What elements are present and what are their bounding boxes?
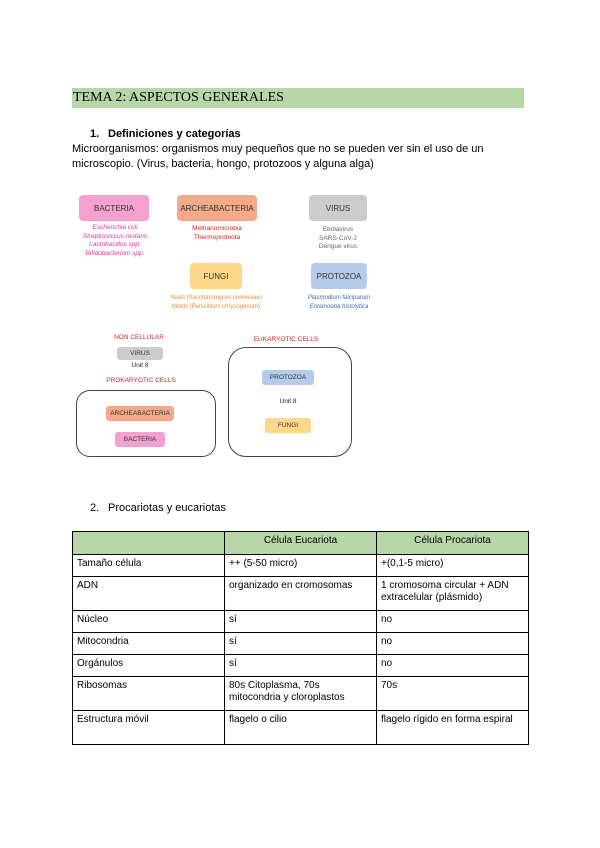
virus-example: Dengue virus xyxy=(318,243,358,250)
comparison-table xyxy=(72,531,529,745)
table-cell: no xyxy=(377,633,529,655)
section-1-number: 1. xyxy=(90,128,100,140)
bacteria-examples xyxy=(70,224,160,258)
virus-example: Ebolavirus xyxy=(322,226,354,233)
table-cell: Tamaño célula xyxy=(73,555,225,577)
table-row xyxy=(73,555,529,577)
table-cell: ADN xyxy=(73,577,225,611)
section-1-heading-text: Definiciones y categorías xyxy=(108,128,241,140)
table-header-cell: Célula Procariota xyxy=(377,532,529,555)
table-row xyxy=(73,711,529,745)
table-cell: sí xyxy=(225,611,377,633)
protozoa-example: Entamoeba histolytica xyxy=(309,303,369,310)
virus-example: SARS-CoV-2 xyxy=(319,234,357,242)
eukaryotic-fungi-box: FUNGI xyxy=(265,418,311,433)
table-header-cell: Célula Eucariota xyxy=(225,532,377,555)
table-cell: 80s Citoplasma, 70s mitocondria y cloroplastos xyxy=(225,677,377,711)
table-header-cell xyxy=(73,532,225,555)
section-1-text: Microorganismos: organismos muy pequeños que no se pueden ver sin el uso de un microscopio. (Virus, bacteria, hongo, protozoos y alguna alga) xyxy=(72,143,484,170)
eukaryotic-title: EUKARYOTIC CELLS xyxy=(253,336,319,343)
table-row xyxy=(73,611,529,633)
table-cell: Núcleo xyxy=(73,611,225,633)
noncellular-title: NON CELLULAR xyxy=(114,334,164,341)
table-header-row xyxy=(73,532,529,555)
archaea-box: ARCHEABACTERIA xyxy=(177,195,257,221)
table-cell: flagelo rígido en forma espiral xyxy=(377,711,529,745)
table-cell: 1 cromosoma circular + ADN extracelular (plásmido) xyxy=(377,577,529,611)
table-cell: no xyxy=(377,611,529,633)
prokaryotic-archaea-box: ARCHEABACTERIA xyxy=(106,406,174,421)
protozoa-box: PROTOZOA xyxy=(311,263,367,289)
table-row xyxy=(73,655,529,677)
archaea-example: Thermoproteota xyxy=(193,233,241,241)
section-2-heading-text: Procariotas y eucariotas xyxy=(108,502,226,514)
table-row xyxy=(73,577,529,611)
virus-examples xyxy=(293,226,383,252)
table-cell: ++ (5-50 micro) xyxy=(225,555,377,577)
archaea-example: Methanomicrobia xyxy=(192,225,242,232)
fungi-example: Yeast (Saccharomyces cerevisiae) xyxy=(170,295,262,301)
bacteria-example: Escherichia coli xyxy=(92,224,138,231)
bacteria-box: BACTERIA xyxy=(79,195,149,221)
protozoa-examples xyxy=(289,294,389,311)
section-2-heading xyxy=(90,502,226,514)
table-row xyxy=(73,677,529,711)
table-cell: flagelo o cilio xyxy=(225,711,377,745)
table-cell: 70s xyxy=(377,677,529,711)
noncellular-virus-box: VIRUS xyxy=(117,347,163,360)
table-cell: Mitocondria xyxy=(73,633,225,655)
table-cell: no xyxy=(377,655,529,677)
eukaryotic-unit: Unit 8 xyxy=(279,398,297,405)
protozoa-example: Plasmodium falciparum xyxy=(307,295,371,301)
section-2-number: 2. xyxy=(90,502,100,514)
table-cell: Estructura móvil xyxy=(73,711,225,745)
prokaryotic-bacteria-box: BACTERIA xyxy=(115,432,165,447)
fungi-examples xyxy=(156,294,276,311)
table-cell: Ribosomas xyxy=(73,677,225,711)
page-title: TEMA 2: ASPECTOS GENERALES xyxy=(73,90,284,105)
table-row xyxy=(73,633,529,655)
virus-box: VIRUS xyxy=(309,195,367,221)
fungi-box: FUNGI xyxy=(190,263,242,289)
bacteria-example: Lactobacillus spp. xyxy=(89,241,141,248)
fungi-example: Molds (Penicillium chrysogenum) xyxy=(171,303,261,310)
table-cell: Orgánulos xyxy=(73,655,225,677)
eukaryotic-protozoa-box: PROTOZOA xyxy=(262,370,314,385)
table-cell: organizado en cromosomas xyxy=(225,577,377,611)
prokaryotic-title: PROKARYOTIC CELLS xyxy=(106,377,176,384)
archaea-examples xyxy=(172,225,262,242)
table-cell: sí xyxy=(225,633,377,655)
bacteria-example: Streptococcus mutans xyxy=(82,232,148,240)
table-cell: sí xyxy=(225,655,377,677)
bacteria-example: Bifidobacterium spp. xyxy=(85,249,145,257)
table-cell: +(0,1-5 micro) xyxy=(377,555,529,577)
noncellular-unit: Unit 8 xyxy=(131,362,149,369)
section-1-heading xyxy=(90,128,241,140)
